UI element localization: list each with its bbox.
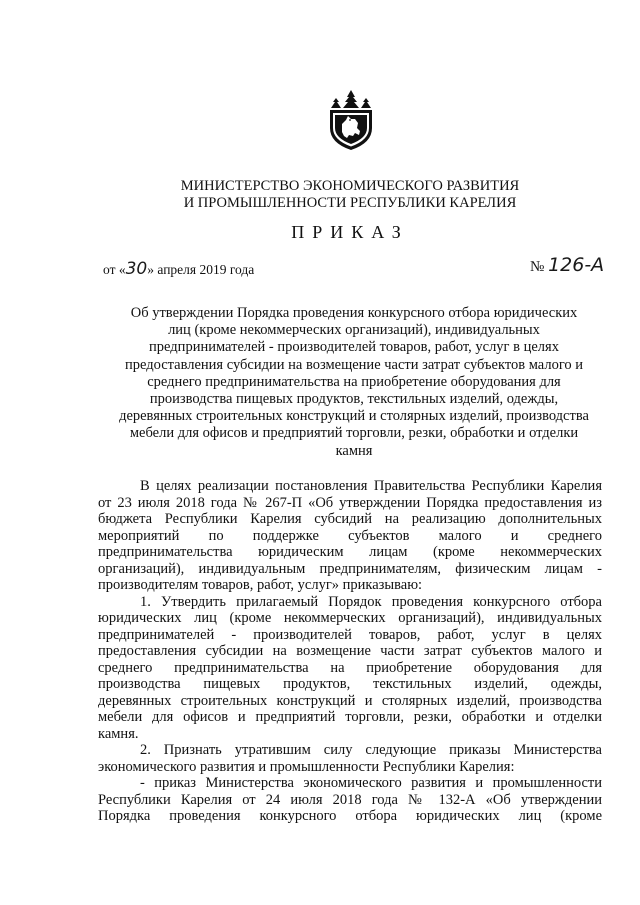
title-line: предоставления субсидии на возмещение части затрат субъектов малого и: [124, 356, 584, 373]
karelia-coat-of-arms-icon: [326, 88, 376, 152]
body-line: экономического развития и промышленности Республики Карелия:: [98, 758, 515, 775]
number-sign: №: [530, 259, 545, 275]
ministry-name-line2: И ПРОМЫШЛЕННОСТИ РЕСПУБЛИКИ КАРЕЛИЯ: [183, 195, 517, 211]
body-line: мебели для офисов и предприятий торговли, резки, обработки и отделки: [98, 709, 602, 725]
order-body: [98, 478, 602, 825]
body-line: производства пищевых продуктов, текстильных изделий, одежды,: [98, 676, 602, 692]
title-line: предпринимателей - производителей товаров, работ, услуг в целях: [149, 339, 559, 356]
body-line: - приказ Министерства экономического развития и промышленности: [140, 775, 602, 791]
body-line: Республики Карелия от 24 июля 2018 года № 132-А «Об утверждении: [98, 791, 602, 808]
date-day-handwritten: 30: [125, 259, 148, 279]
body-line: бюджета Республики Карелия субсидий на реализацию дополнительных: [98, 511, 602, 527]
document-date: [103, 259, 254, 279]
order-title: [98, 305, 610, 460]
date-prefix: от «: [103, 262, 126, 277]
title-line: деревянных строительных конструкций и столярных изделий, производства: [119, 408, 589, 425]
ministry-name-line1: МИНИСТЕРСТВО ЭКОНОМИЧЕСКОГО РАЗВИТИЯ: [180, 178, 520, 194]
document-type: ПРИКАЗ: [291, 222, 409, 242]
document-number: [530, 254, 604, 276]
title-line: лиц (кроме некоммерческих организаций), индивидуальных: [168, 322, 540, 339]
title-line: производства пищевых продуктов, текстильных изделий, одежды,: [149, 391, 559, 408]
body-line: предпринимателей - производителей товаров, работ, услуг в целях: [98, 626, 602, 643]
title-line: камня: [335, 442, 373, 459]
ministry-name: [150, 178, 550, 212]
body-line: камня.: [98, 725, 139, 742]
body-line: В целях реализации постановления Правительства Республики Карелия: [140, 478, 602, 494]
body-line: 1. Утвердить прилагаемый Порядок проведения конкурсного отбора: [140, 593, 602, 610]
number-handwritten: 126-А: [548, 254, 605, 276]
title-line: Об утверждении Порядка проведения конкурсного отбора юридических: [130, 305, 578, 321]
body-line: среднего предпринимательства на приобретение оборудования для: [98, 659, 602, 676]
body-line: Порядка проведения конкурсного отбора юридических лиц (кроме: [98, 808, 602, 824]
body-line: организаций), индивидуальным предпринимателям, физическим лицам -: [98, 560, 602, 577]
body-line: предоставления субсидии на возмещение части затрат субъектов малого и: [98, 643, 602, 659]
title-line: среднего предпринимательства на приобретение оборудования для: [147, 373, 561, 390]
body-line: производителям товаров, работ, услуг» приказываю:: [98, 577, 423, 593]
body-line: юридических лиц (кроме некоммерческих организаций), индивидуальных: [98, 610, 602, 626]
body-line: мероприятий по поддержке субъектов малого и среднего: [98, 527, 602, 544]
body-line: деревянных строительных конструкций и столярных изделий, производства: [98, 692, 602, 709]
date-suffix: » апреля 2019 года: [147, 262, 255, 277]
body-line: от 23 июля 2018 года № 267-П «Об утверждении Порядка предоставления из: [98, 494, 602, 511]
body-line: предпринимательства юридическим лицам (кроме некоммерческих: [98, 544, 602, 560]
body-line: 2. Признать утратившим силу следующие приказы Министерства: [140, 742, 602, 758]
title-line: мебели для офисов и предприятий торговли, резки, обработки и отделки: [129, 425, 579, 442]
